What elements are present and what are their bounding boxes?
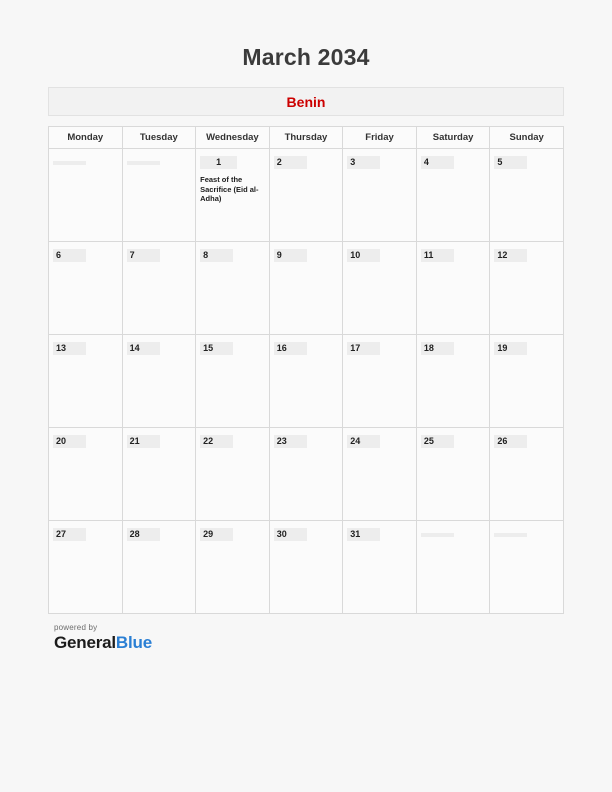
day-number: 1	[200, 156, 237, 169]
calendar-day-cell[interactable]	[269, 242, 343, 335]
day-event-label: Feast of the Sacrifice (Eid al-Adha)	[200, 175, 259, 203]
weekday-label: Tuesday	[139, 132, 178, 143]
day-number: 6	[53, 249, 86, 262]
calendar-week-row	[49, 521, 564, 614]
country-band	[48, 87, 564, 116]
calendar-day-cell[interactable]	[196, 149, 270, 242]
calendar-day-cell[interactable]	[490, 335, 564, 428]
day-cell-inner	[490, 242, 563, 334]
day-cell-inner	[417, 521, 490, 613]
day-number: 21	[127, 435, 160, 448]
day-cell-inner	[417, 149, 490, 241]
weekday-header-monday	[49, 127, 123, 149]
day-number: 18	[421, 342, 454, 355]
weekday-header-saturday	[416, 127, 490, 149]
calendar-day-cell[interactable]	[196, 335, 270, 428]
day-cell-inner	[196, 335, 269, 427]
day-cell-inner	[343, 242, 416, 334]
day-cell-inner	[49, 428, 122, 520]
day-cell-inner	[123, 428, 196, 520]
day-number: 15	[200, 342, 233, 355]
day-number: 24	[347, 435, 380, 448]
calendar-day-cell[interactable]	[196, 428, 270, 521]
calendar-day-cell[interactable]	[122, 335, 196, 428]
day-cell-inner	[270, 149, 343, 241]
calendar-week-row	[49, 335, 564, 428]
day-cell-inner	[49, 149, 122, 241]
day-number: 23	[274, 435, 307, 448]
day-number: 30	[274, 528, 307, 541]
day-number	[127, 161, 160, 165]
calendar-day-cell[interactable]	[122, 428, 196, 521]
day-cell-inner	[49, 242, 122, 334]
calendar-day-cell[interactable]	[269, 521, 343, 614]
day-cell-inner	[123, 335, 196, 427]
calendar-day-cell[interactable]	[343, 149, 417, 242]
day-cell-inner	[417, 335, 490, 427]
day-cell-inner	[49, 335, 122, 427]
calendar-day-cell[interactable]	[122, 149, 196, 242]
day-number: 28	[127, 528, 160, 541]
calendar-day-cell[interactable]	[122, 242, 196, 335]
generalblue-logo[interactable]	[54, 633, 564, 653]
calendar-day-cell[interactable]	[490, 242, 564, 335]
day-cell-inner	[123, 242, 196, 334]
day-cell-inner	[490, 335, 563, 427]
day-number: 13	[53, 342, 86, 355]
page-title: March 2034	[242, 44, 370, 70]
day-number: 11	[421, 249, 454, 262]
day-cell-inner	[270, 428, 343, 520]
day-cell-inner	[343, 428, 416, 520]
day-number: 7	[127, 249, 160, 262]
day-cell-inner	[123, 149, 196, 241]
calendar-day-cell[interactable]	[343, 521, 417, 614]
day-number: 3	[347, 156, 380, 169]
day-number	[53, 161, 86, 165]
weekday-header-tuesday	[122, 127, 196, 149]
day-cell-inner	[417, 242, 490, 334]
calendar-day-cell[interactable]	[416, 335, 490, 428]
day-number: 9	[274, 249, 307, 262]
calendar-day-cell[interactable]	[416, 242, 490, 335]
day-number: 4	[421, 156, 454, 169]
calendar-day-cell[interactable]	[269, 149, 343, 242]
calendar-day-cell[interactable]	[49, 521, 123, 614]
calendar-day-cell[interactable]	[416, 521, 490, 614]
day-cell-inner	[417, 428, 490, 520]
calendar-day-cell[interactable]	[490, 521, 564, 614]
day-number: 8	[200, 249, 233, 262]
day-number: 27	[53, 528, 86, 541]
weekday-header-sunday	[490, 127, 564, 149]
day-number: 12	[494, 249, 527, 262]
day-number: 19	[494, 342, 527, 355]
calendar-day-cell[interactable]	[343, 242, 417, 335]
weekday-header-thursday	[269, 127, 343, 149]
calendar-week-row	[49, 149, 564, 242]
calendar-day-cell[interactable]	[269, 428, 343, 521]
calendar-table	[48, 126, 564, 614]
day-number: 20	[53, 435, 86, 448]
day-cell-inner	[270, 242, 343, 334]
day-number	[421, 533, 454, 537]
day-number: 5	[494, 156, 527, 169]
calendar-day-cell[interactable]	[122, 521, 196, 614]
calendar-day-cell[interactable]	[343, 428, 417, 521]
day-number: 2	[274, 156, 307, 169]
calendar-day-cell[interactable]	[49, 428, 123, 521]
calendar-day-cell[interactable]	[49, 149, 123, 242]
calendar-day-cell[interactable]	[343, 335, 417, 428]
day-number: 22	[200, 435, 233, 448]
calendar-day-cell[interactable]	[196, 521, 270, 614]
day-cell-inner	[196, 149, 269, 241]
calendar-week-row	[49, 428, 564, 521]
day-number: 16	[274, 342, 307, 355]
calendar-day-cell[interactable]	[49, 242, 123, 335]
powered-by-label: powered by	[54, 623, 98, 632]
day-cell-inner	[343, 149, 416, 241]
day-number: 14	[127, 342, 160, 355]
day-cell-inner	[270, 521, 343, 613]
calendar-day-cell[interactable]	[490, 428, 564, 521]
day-number: 10	[347, 249, 380, 262]
weekday-label: Saturday	[432, 132, 474, 143]
weekday-header-wednesday	[196, 127, 270, 149]
calendar-day-cell[interactable]	[416, 149, 490, 242]
day-number: 31	[347, 528, 380, 541]
weekday-label: Sunday	[509, 132, 544, 143]
calendar-day-cell[interactable]	[49, 335, 123, 428]
footer	[48, 623, 564, 653]
country-label: Benin	[286, 93, 326, 110]
logo-text-general: General	[54, 633, 116, 652]
day-number: 17	[347, 342, 380, 355]
day-number: 25	[421, 435, 454, 448]
day-cell-inner	[49, 521, 122, 613]
calendar-week-row	[49, 242, 564, 335]
weekday-label: Thursday	[284, 132, 328, 143]
day-number	[494, 533, 527, 537]
day-cell-inner	[343, 521, 416, 613]
day-number: 29	[200, 528, 233, 541]
weekday-label: Monday	[67, 132, 104, 143]
weekday-header-row	[49, 127, 564, 149]
day-number: 26	[494, 435, 527, 448]
calendar-day-cell[interactable]	[416, 428, 490, 521]
day-cell-inner	[196, 242, 269, 334]
day-cell-inner	[270, 335, 343, 427]
day-cell-inner	[123, 521, 196, 613]
weekday-label: Friday	[365, 132, 394, 143]
day-cell-inner	[196, 521, 269, 613]
day-cell-inner	[490, 521, 563, 613]
weekday-header-friday	[343, 127, 417, 149]
logo-text-blue: Blue	[115, 633, 152, 652]
calendar-day-cell[interactable]	[490, 149, 564, 242]
calendar-day-cell[interactable]	[196, 242, 270, 335]
day-cell-inner	[490, 149, 563, 241]
day-cell-inner	[196, 428, 269, 520]
calendar-day-cell[interactable]	[269, 335, 343, 428]
weekday-label: Wednesday	[206, 132, 259, 143]
day-cell-inner	[343, 335, 416, 427]
day-cell-inner	[490, 428, 563, 520]
